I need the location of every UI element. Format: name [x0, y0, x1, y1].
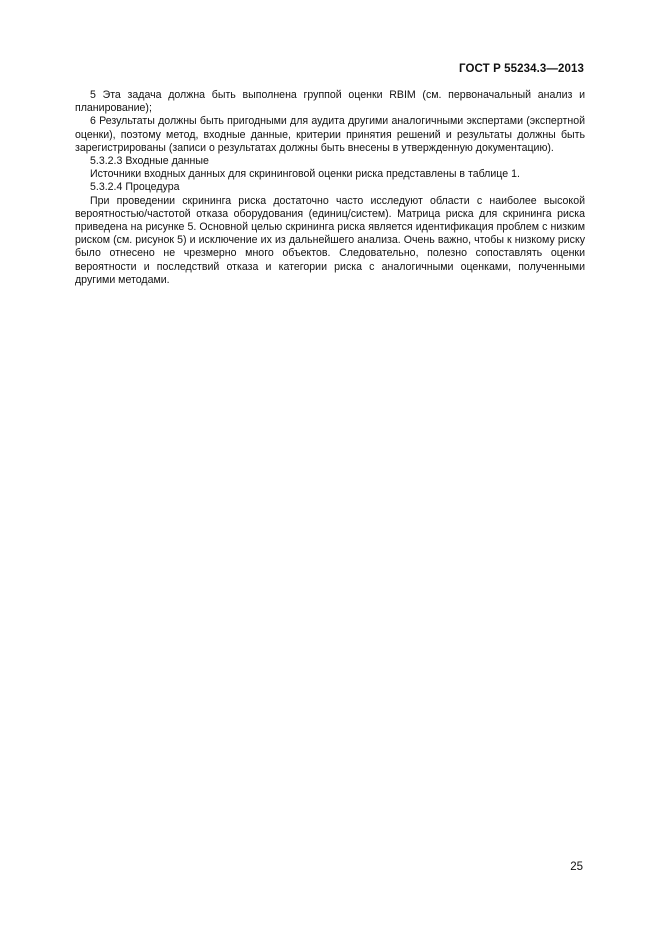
standard-header: ГОСТ Р 55234.3—2013 [459, 63, 584, 75]
input-data-paragraph: Источники входных данных для скрининговой оценки риска представлены в таблице 1. [90, 168, 520, 181]
list-item-6: 6 Результаты должны быть пригодными для аудита другими аналогичными экспертами (экспертной оценки), поэтому метод, входные данные, критерии принятия решений и результаты должны быть зарегистрированы (записи о результатах должны быть внесены в утвержденную документацию). [75, 115, 585, 154]
list-item-5: 5 Эта задача должна быть выполнена группой оценки RBIM (см. первоначальный анализ и планирование); [75, 89, 585, 115]
section-heading-input-data: 5.3.2.3 Входные данные [90, 155, 209, 168]
procedure-paragraph: При проведении скрининга риска достаточно часто исследуют области с наиболее высокой вероятностью/частотой отказа оборудования (единиц/систем). Матрица риска для скрининга риска приведена на рисунке 5. Основной целью скрининга риска является идентификация проблем с низким риском (см. рисунок 5) и исключение их из дальнейшего анализа. Очень важно, чтобы к низкому риску было отнесено не чрезмерно много объектов. Следовательно, полезно сопоставлять оценки вероятности и последствий отказа и категории риска с аналогичными оценками, полученными другими методами. [75, 194, 585, 286]
body-text [75, 89, 585, 287]
page-number: 25 [570, 861, 583, 873]
section-heading-procedure: 5.3.2.4 Процедура [90, 181, 180, 194]
